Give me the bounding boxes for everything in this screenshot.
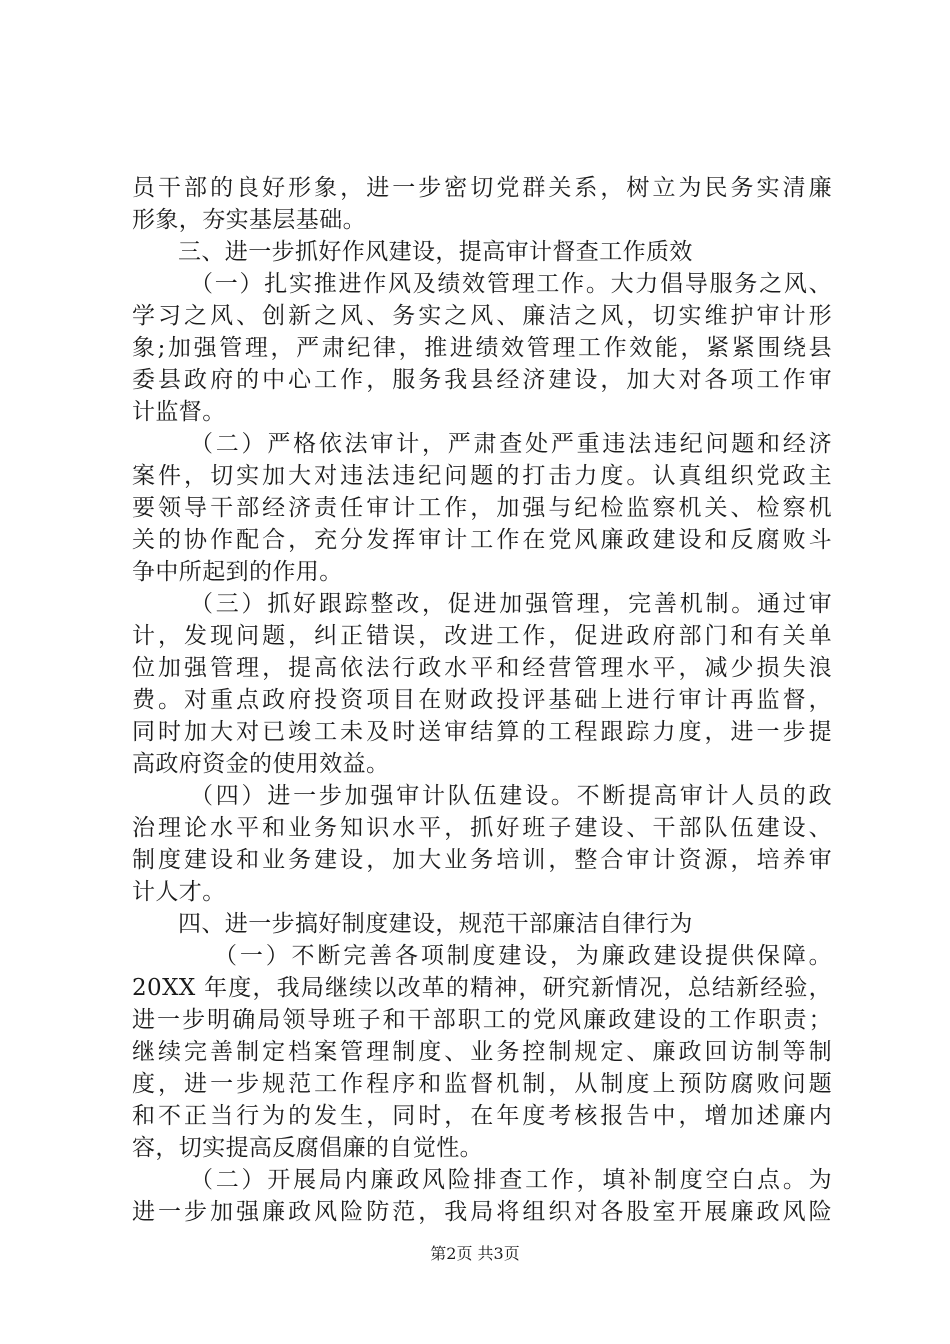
text-line: 计，发现问题，纠正错误，改进工作，促进政府部门和有关单 xyxy=(132,623,832,649)
text-line: 学习之风、创新之风、务实之风、廉洁之风，切实维护审计形 xyxy=(132,303,832,329)
text-line: 象;加强管理，严肃纪律，推进绩效管理工作效能，紧紧围绕县 xyxy=(132,335,832,361)
text-line: 进一步明确局领导班子和干部职工的党风廉政建设的工作职责； xyxy=(132,1007,832,1033)
section-heading: 四、进一步搞好制度建设，规范干部廉洁自律行为 xyxy=(178,911,693,937)
text-line: （一）不断完善各项制度建设，为廉政建设提供保障。 xyxy=(214,943,832,969)
text-line: （一）扎实推进作风及绩效管理工作。大力倡导服务之风、 xyxy=(190,271,832,297)
text-line: 案件，切实加大对违法违纪问题的打击力度。认真组织党政主 xyxy=(132,463,832,489)
text-line: 形象，夯实基层基础。 xyxy=(132,207,366,233)
text-line: 20XX 年度，我局继续以改革的精神，研究新情况，总结新经验， xyxy=(132,975,832,1001)
text-line: 争中所起到的作用。 xyxy=(132,559,343,585)
text-line: 和不正当行为的发生，同时，在年度考核报告中，增加述廉内 xyxy=(132,1103,832,1129)
text-line: 委县政府的中心工作，服务我县经济建设，加大对各项工作审 xyxy=(132,367,832,393)
text-line: 度，进一步规范工作程序和监督机制，从制度上预防腐败问题 xyxy=(132,1071,832,1097)
text-line: 继续完善制定档案管理制度、业务控制规定、廉政回访制等制 xyxy=(132,1039,832,1065)
section-heading: 三、进一步抓好作风建设，提高审计督查工作质效 xyxy=(178,239,693,265)
text-line: （二）开展局内廉政风险排查工作，填补制度空白点。为 xyxy=(190,1167,832,1193)
text-line: （二）严格依法审计，严肃查处严重违法违纪问题和经济 xyxy=(190,431,832,457)
text-line: （三）抓好跟踪整改，促进加强管理，完善机制。通过审 xyxy=(190,591,832,617)
text-line: 高政府资金的使用效益。 xyxy=(132,751,390,777)
text-line: 位加强管理，提高依法行政水平和经营管理水平，减少损失浪 xyxy=(132,655,832,681)
text-line: 员干部的良好形象，进一步密切党群关系，树立为民务实清廉 xyxy=(132,175,832,201)
text-line: 费。对重点政府投资项目在财政投评基础上进行审计再监督， xyxy=(132,687,832,713)
text-line: 计人才。 xyxy=(132,879,226,905)
text-line: 治理论水平和业务知识水平，抓好班子建设、干部队伍建设、 xyxy=(132,815,832,841)
text-line: 制度建设和业务建设，加大业务培训，整合审计资源，培养审 xyxy=(132,847,832,873)
text-line: 容，切实提高反腐倡廉的自觉性。 xyxy=(132,1135,483,1161)
text-line: 要领导干部经济责任审计工作，加强与纪检监察机关、检察机 xyxy=(132,495,832,521)
text-line: 进一步加强廉政风险防范，我局将组织对各股室开展廉政风险 xyxy=(132,1199,832,1225)
text-line: 同时加大对已竣工未及时送审结算的工程跟踪力度，进一步提 xyxy=(132,719,832,745)
page-number-footer: 第2页 共3页 xyxy=(430,1244,520,1263)
text-line: （四）进一步加强审计队伍建设。不断提高审计人员的政 xyxy=(190,783,832,809)
document-body xyxy=(132,172,832,1228)
text-line: 计监督。 xyxy=(132,399,226,425)
text-line: 关的协作配合，充分发挥审计工作在党风廉政建设和反腐败斗 xyxy=(132,527,832,553)
